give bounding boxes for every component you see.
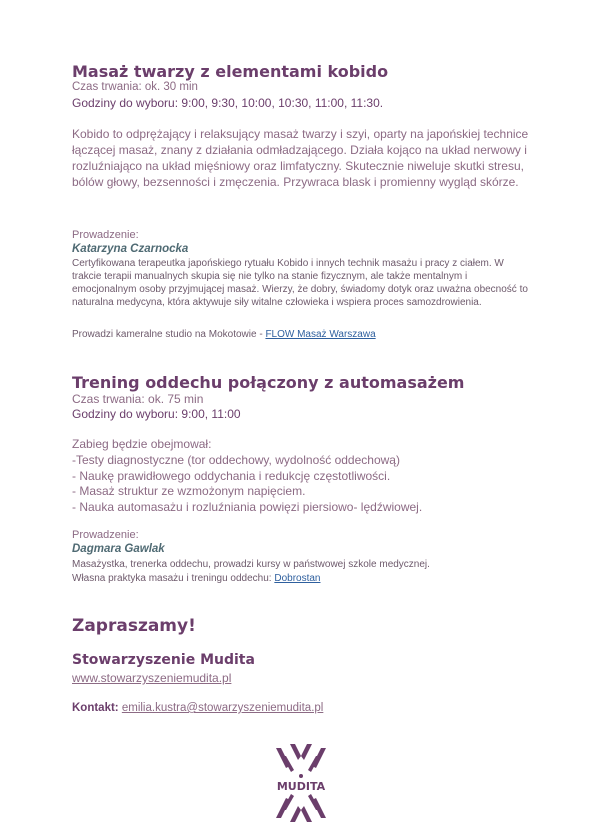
list-item: - Naukę prawidłowego oddychania i redukcję częstotliwości. xyxy=(72,469,391,483)
flow-studio-link[interactable]: FLOW Masaż Warszawa xyxy=(265,329,376,340)
org-name: Stowarzyszenie Mudita xyxy=(72,652,255,668)
website-link[interactable]: www.stowarzyszeniemudita.pl xyxy=(72,671,232,685)
section2-intro: Zabieg będzie obejmował: xyxy=(72,437,212,451)
section2-lead-label: Prowadzenie: xyxy=(72,529,139,541)
practice-text: Własna praktyka masażu i treningu oddechu: xyxy=(72,573,275,584)
section1-duration: Czas trwania: ok. 30 min xyxy=(72,81,198,93)
section1-title: Masaż twarzy z elementami kobido xyxy=(72,62,389,81)
website-link-wrap xyxy=(72,671,231,685)
list-item: - Masaż struktur ze wzmożonym napięciem. xyxy=(72,484,306,498)
section2-practice-line xyxy=(72,572,534,585)
section1-lead-label: Prowadzenie: xyxy=(72,229,139,241)
section1-lead-bio: Certyfikowana terapeutka japońskiego rytuału Kobido i innych technik masażu i pracy z ciałem. W trakcie terapii manualnych skupia się nie tylko na stanie fizycznym, ale także mentalnym i emocjonalnym osoby przyjmującej masaż. Wierzy, że dobry, świadomy dotyk oraz uważna obecność to naturalna medycyna, która aktywuje siły witalne człowieka i wspiera proces samozdrowienia. xyxy=(72,258,528,308)
section2-hours: Godziny do wyboru: 9:00, 11:00 xyxy=(72,407,241,421)
studio-text: Prowadzi kameralne studio na Mokotowie - xyxy=(72,329,266,340)
dobrostan-link[interactable]: Dobrostan xyxy=(274,573,321,584)
section1-description: Kobido to odprężający i relaksujący masaż twarzy i szyi, oparty na japońskiej technice łączącej masaż, znany z działania odmładzającego. Działa kojąco na układ nerwowy i rozluźniająco na układ mięśniowy oraz limfatyczny. Skutecznie niweluje skutki stresu, bólów głowy, bezsenności i zmęczenia. Przywraca blask i promienny wygląd skórze. xyxy=(72,127,529,189)
logo-text: MUDITA xyxy=(276,780,326,793)
mudita-logo xyxy=(268,742,334,824)
invite-heading: Zapraszamy! xyxy=(72,616,196,636)
mudita-emblem-icon xyxy=(268,742,334,824)
section1-hours: Godziny do wyboru: 9:00, 9:30, 10:00, 10:30, 11:00, 11:30. xyxy=(72,96,384,110)
list-item: -Testy diagnostyczne (tor oddechowy, wydolność oddechową) xyxy=(72,453,400,467)
section2-title: Trening oddechu połączony z automasażem xyxy=(72,373,465,392)
section2-lead-name: Dagmara Gawlak xyxy=(72,543,165,555)
section1-lead-name: Katarzyna Czarnocka xyxy=(72,243,189,255)
section2-duration: Czas trwania: ok. 75 min xyxy=(72,392,204,406)
list-item: - Nauka automasażu i rozluźniania powięzi piersiowo- lędźwiowej. xyxy=(72,500,423,514)
contact-line xyxy=(72,702,323,714)
section2-lead-bio: Masażystka, trenerka oddechu, prowadzi kursy w państwowej szkole medycznej. xyxy=(72,559,430,570)
section1-studio-line xyxy=(72,328,534,341)
contact-label: Kontakt: xyxy=(72,702,119,714)
contact-email-link[interactable]: emilia.kustra@stowarzyszeniemudita.pl xyxy=(121,702,324,714)
